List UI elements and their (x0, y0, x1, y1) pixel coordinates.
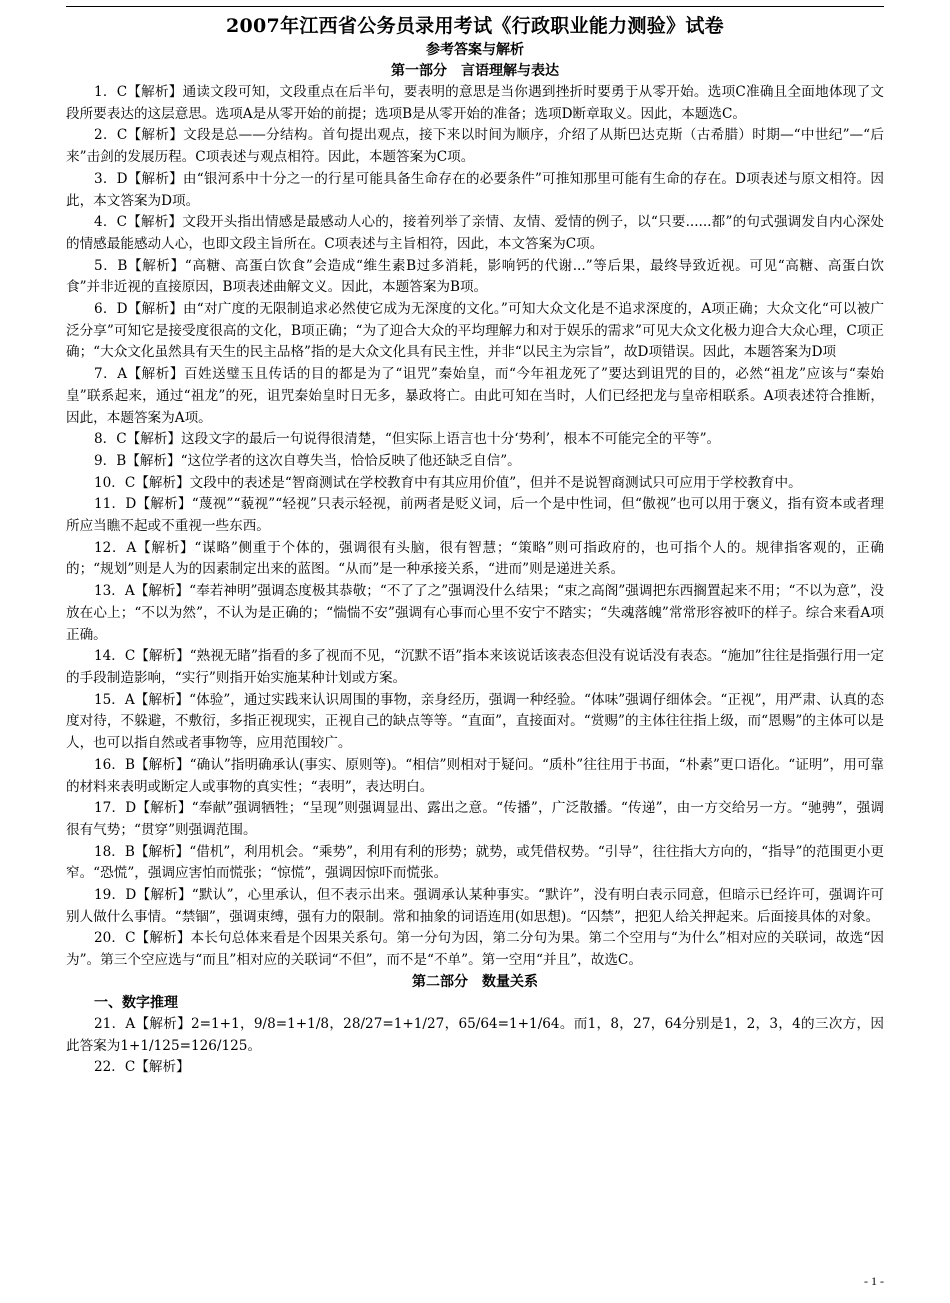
answer-item: 13．A【解析】“奉若神明”强调态度极其恭敬；“不了了之”强调没什么结果；“束之高阁”强调把东西搁置起来不用；“不以为意”，没放在心上；“不以为然”，不认为是正确的；“惴惴不安”强调有心事而心里不安宁不踏实；“失魂落魄”常常形容被吓的样子。综合来看A项正确。 (66, 583, 884, 643)
part1-answer-list (66, 82, 884, 972)
answer-item: 1．C【解析】通读文段可知，文段重点在后半句，要表明的意思是当你遇到挫折时要勇于从零开始。选项C准确且全面地体现了文段所要表达的这层意思。选项A是从零开始的前提；选项B是从零开始的准备；选项D断章取义。因此，本题选C。 (66, 84, 884, 122)
answer-item: 18．B【解析】“借机”，利用机会。“乘势”，利用有利的形势；就势，或凭借权势。“引导”，往往指大方向的，“指导”的范围更小更窄。“恐慌”，强调应害怕而慌张；“惊慌”，强调因惊吓而慌张。 (66, 843, 884, 882)
answer-item: 12．A【解析】“谋略”侧重于个体的，强调很有头脑，很有智慧；“策略”则可指政府的，也可指个人的。规律指客观的，正确的；“规划”则是人为的因素制定出来的蓝图。“从而”是一种承接关系，“进而”则是递进关系。 (66, 539, 884, 578)
part2-subheading: 一、数字推理 (94, 994, 178, 1011)
answer-item: 22．C【解析】 (94, 1059, 190, 1076)
answer-item: 20．C【解析】本长句总体来看是个因果关系句。第一分句为因，第二分句为果。第二个空用与“为什么”相对应的关联词，故选“因为”。第三个空应选与“而且”相对应的关联词“不但”，而不是“不单”。第一空用“并且”，故选C。 (66, 930, 884, 969)
answer-item: 2．C【解析】文段是总——分结构。首句提出观点，接下来以时间为顺序，介绍了从斯巴达克斯（古希腊）时期—“中世纪”—“后来”击剑的发展历程。C项表述与观点相符。因此，本题答案为C项。 (66, 127, 884, 166)
answer-item: 19．D【解析】“默认”，心里承认，但不表示出来。强调承认某种事实。“默许”，没有明白表示同意，但暗示已经许可，强调许可别人做什么事情。“禁锢”，强调束缚，强有力的限制。常和抽象的词语连用(如思想)。“囚禁”，把犯人给关押起来。后面接具体的对象。 (66, 887, 884, 925)
answer-item: 3．D【解析】由“银河系中十分之一的行星可能具备生命存在的必要条件”可推知那里可能有生命的存在。D项表述与原文相符。因此，本文答案为D项。 (66, 170, 884, 209)
answer-item: 17．D【解析】“奉献”强调牺牲；“呈现”则强调显出、露出之意。“传播”，广泛散播。“传递”，由一方交给另一方。“驰骋”，强调很有气势；“贯穿”则强调范围。 (66, 800, 884, 838)
part1-heading: 第一部分 言语理解与表达 (391, 63, 559, 79)
answer-item: 11．D【解析】“蔑视”“藐视”“轻视”只表示轻视，前两者是贬义词，后一个是中性词，但“傲视”也可以用于褒义，指有资本或者理所应当瞧不起或不重视一些东西。 (66, 496, 884, 535)
answer-item: 4．C【解析】文段开头指出情感是最感动人心的，接着列举了亲情、友情、爱情的例子，以“只要......都”的句式强调发自内心深处的情感最能感动人心，也即文段主旨所在。C项表述与主旨相符，因此，本文答案为C项。 (66, 214, 884, 252)
page-number: - 1 - (864, 1274, 884, 1288)
header-rule (66, 6, 884, 7)
answer-item: 7．A【解析】百姓送璧玉且传话的目的都是为了“诅咒”秦始皇，而“今年祖龙死了”要达到诅咒的目的，必然“祖龙”应该与“秦始皇”联系起来，通过“祖龙”的死，诅咒秦始皇时日无多，暴政将亡。由此可知在当时，人们已经把龙与皇帝相联系。A项表述符合推断，因此，本题答案为A项。 (66, 366, 884, 426)
answer-item: 5．B【解析】“高糖、高蛋白饮食”会造成“维生素B过多消耗，影响钙的代谢...”等后果，最终导致近视。可见“高糖、高蛋白饮食”并非近视的直接原因，B项表述曲解文义。因此，本题答案为B项。 (66, 257, 884, 296)
answer-item: 14．C【解析】“熟视无睹”指看的多了视而不见，“沉默不语”指本来该说话该表态但没有说话没有表态。“施加”往往是指强行用一定的手段制造影响，“实行”则指开始实施某种计划或方案。 (66, 648, 884, 686)
part2-heading: 第二部分 数量关系 (412, 973, 538, 990)
answer-item: 6．D【解析】由“对广度的无限制追求必然使它成为无深度的文化。”可知大众文化是不追求深度的，A项正确；大众文化“可以被广泛分享”可知它是接受度很高的文化，B项正确；“为了迎合大众的平均理解力和对于娱乐的需求”可见大众文化极力迎合大众心理，C项正确；“大众文化虽然具有天生的民主品格”指的是大众文化具有民主性，并非“以民主为宗旨”，故D项错误。因此，本题答案为D项 (66, 301, 884, 361)
document-subtitle: 参考答案与解析 (426, 42, 524, 58)
document-page (66, 12, 884, 1079)
answer-item: 9．B【解析】“这位学者的这次自尊失当，恰恰反映了他还缺乏自信”。 (94, 452, 521, 469)
answer-item: 21．A【解析】2=1+1，9/8=1+1/8，28/27=1+1/27，65/64=1+1/64。而1，8，27，64分别是1，2，3，4的三次方，因此答案为1+1/125=126/125。 (66, 1015, 884, 1054)
part2-answer-list (66, 1014, 884, 1079)
answer-item: 8．C【解析】这段文字的最后一句说得很清楚，“但实际上语言也十分‘势利’，根本不可能完全的平等”。 (94, 431, 721, 448)
answer-item: 16．B【解析】“确认”指明确承认(事实、原则等)。“相信”则相对于疑问。“质朴”往往用于书面，“朴素”更口语化。“证明”，用可靠的材料来表明或断定人或事物的真实性；“表明”，表达明白。 (66, 756, 884, 795)
answer-item: 15．A【解析】“体验”，通过实践来认识周围的事物，亲身经历，强调一种经验。“体味”强调仔细体会。“正视”，用严肃、认真的态度对待，不躲避，不敷衍，多指正视现实，正视自己的缺点等等。“直面”，直接面对。“赏赐”的主体往往指上级，而“恩赐”的主体可以是人，也可以指自然或者事物等，应用范围较广。 (66, 691, 884, 752)
answer-item: 10．C【解析】文段中的表述是“智商测试在学校教育中有其应用价值”，但并不是说智商测试只可应用于学校教育中。 (94, 474, 802, 491)
document-title: 2007年江西省公务员录用考试《行政职业能力测验》试卷 (226, 15, 724, 37)
